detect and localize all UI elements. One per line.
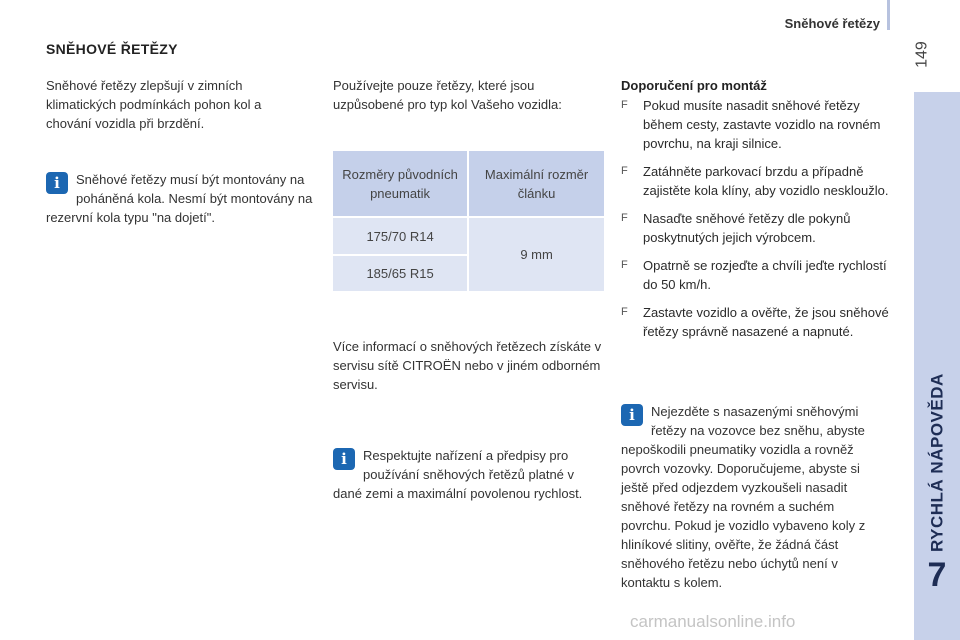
section-title: SNĚHOVÉ ŘETĚZY bbox=[46, 41, 178, 57]
list-item: F Pokud musíte nasadit sněhové řetězy během cesty, zastavte vozidlo na rovném povrchu, na kraji silnice. bbox=[621, 98, 881, 151]
info-note-drive-wheels bbox=[46, 170, 318, 227]
watermark: carmanualsonline.info bbox=[630, 612, 796, 631]
bullet-icon: F bbox=[621, 165, 628, 177]
info-note-road-surface bbox=[621, 402, 883, 592]
list-item: F Zastavte vozidlo a ověřte, že jsou sněhové řetězy správně nasazené a napnuté. bbox=[621, 305, 889, 339]
bullet-icon: F bbox=[621, 212, 628, 224]
chain-size-table bbox=[333, 151, 604, 291]
info-note-text: Sněhové řetězy musí být montovány na poháněná kola. Nesmí být montovány na rezervní kola typu "na dojetí". bbox=[46, 172, 313, 225]
table-header-tyre: Rozměry původních pneumatik bbox=[333, 151, 468, 217]
running-header: Sněhové řetězy bbox=[784, 16, 880, 31]
info-icon: i bbox=[46, 172, 68, 194]
table-header-link: Maximální rozměr článku bbox=[468, 151, 604, 217]
header-divider bbox=[887, 0, 890, 30]
bullet-icon: F bbox=[621, 259, 628, 271]
list-item: F Nasaďte sněhové řetězy dle pokynů poskytnutých jejich výrobcem. bbox=[621, 211, 851, 245]
table-cell-link: 9 mm bbox=[468, 217, 604, 291]
list-item: F Opatrně se rozjeďte a chvíli jeďte rychlostí do 50 km/h. bbox=[621, 258, 887, 292]
table-cell-tyre: 175/70 R14 bbox=[333, 217, 468, 255]
compatibility-paragraph: Používejte pouze řetězy, které jsou uzpůsobené pro typ kol Vašeho vozidla: bbox=[333, 78, 562, 112]
bullet-icon: F bbox=[621, 99, 628, 111]
list-item: F Zatáhněte parkovací brzdu a případně zajistěte kola klíny, aby vozidlo neskloužlo. bbox=[621, 164, 889, 198]
page-number: 149 bbox=[913, 41, 931, 68]
table-cell-tyre: 185/65 R15 bbox=[333, 255, 468, 291]
bullet-icon: F bbox=[621, 306, 628, 318]
chapter-number: 7 bbox=[927, 556, 947, 594]
info-icon: i bbox=[333, 448, 355, 470]
intro-paragraph: Sněhové řetězy zlepšují v zimních klimatických podmínkách pohon kol a chování vozidla při brzdění. bbox=[46, 78, 262, 131]
chapter-label-container bbox=[914, 92, 960, 552]
info-note-regulations bbox=[333, 446, 603, 503]
info-icon: i bbox=[621, 404, 643, 426]
mounting-title: Doporučení pro montáž bbox=[621, 78, 767, 93]
mounting-steps-list bbox=[621, 96, 891, 350]
service-info-paragraph: Více informací o sněhových řetězech získáte v servisu sítě CITROËN nebo v jiném odborném servisu. bbox=[333, 339, 602, 392]
chapter-label: RYCHLÁ NÁPOVĚDA bbox=[927, 373, 947, 552]
info-note-text: Nejezděte s nasazenými sněhovými řetězy na vozovce bez sněhu, abyste nepoškodili pneumatiky vozidla a rovněž povrch vozovky. Doporučujeme, abyste si ještě před odjezdem vyzkoušeli nasadit sněhové řetězy na rovném a suchém povrchu. Pokud je vozidlo vybaveno koly z hliníkové slitiny, ověřte, že žádná část sněhového řetězu nebo úchytů není v kontaktu s kolem. bbox=[621, 404, 866, 590]
info-note-text: Respektujte nařízení a předpisy pro používání sněhových řetězů platné v dané zemi a maximální povolenou rychlost. bbox=[333, 448, 583, 501]
